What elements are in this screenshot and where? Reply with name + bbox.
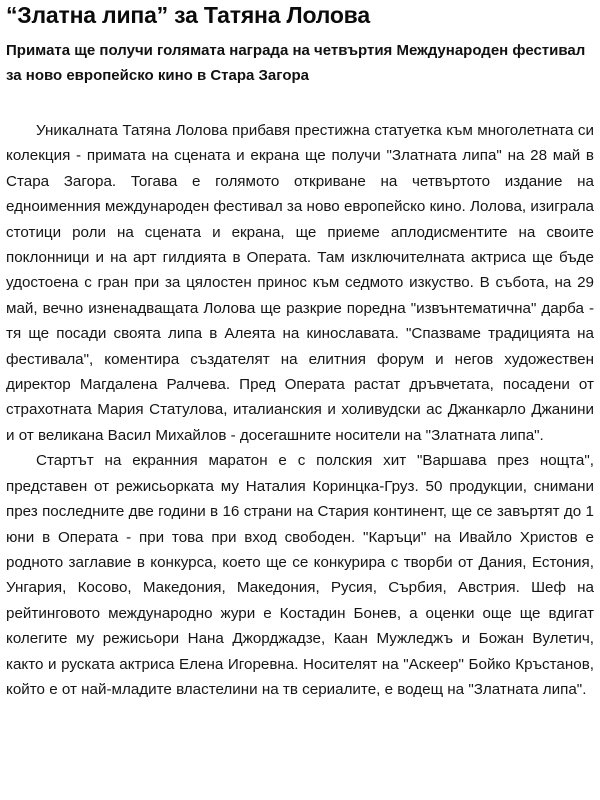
article-paragraph-1: Уникалната Татяна Лолова прибавя престижна статуетка към многолетната си колекция - примата на сцената и екрана ще получи "Златната липа" на 28 май в Стара Загора. Тогава е голямото откриване на четвъртото издание на едноименния международен фестивал за ново европейско кино. Лолова, изиграла стотици роли на сцената и екрана, ще приеме аплодисментите на своите поклонници и на арт гилдията в Операта. Там изключителната актриса ще бъде удостоена с гран при за цялостен принос към седмото изкуство. В събота, на 29 май, вечно изненадващата Лолова ще разкрие поредна "извънтематична" дарба - тя ще посади своята липа в Алеята на кинославата. "Спазваме традицията на фестивала", коментира създателят на елитния форум и негов художествен директор Магдалена Ралчева. Пред Операта растат дръвчетата, посадени от страхотната Мария Статулова, италианския и холивудски ас Джанкарло Джанини и от великана Васил Михайлов - досегашните носители на "Златната липа".	[6, 122, 595, 444]
article-body	[6, 118, 594, 702]
article-subheadline: Примата ще получи голямата награда на четвъртия Международен фестивал за ново европейско кино в Стара Загора	[6, 42, 586, 84]
article-headline: “Златна липа” за Татяна Лолова	[6, 2, 370, 28]
article-paragraph-2: Стартът на екранния маратон е с полския хит "Варшава през нощта", представен от режисьорката му Наталия Коринцка-Груз. 50 продукции, снимани през последните две години в 16 страни на Стария континент, ще се завъртят до 1 юни в Операта - при това при вход свободен. "Каръци" на Ивайло Христов е родното заглавие в конкурса, което ще се конкурира с творби от Дания, Естония, Унгария, Косово, Македония, Македония, Русия, Сърбия, Австрия. Шеф на рейтинговото международно жури е Костадин Бонев, а оценки още ще вдигат колегите му режисьори Нана Джорджадзе, Каан Мужледжъ и Божан Вулетич, както и руската актриса Елена Игоревна. Носителят на "Аскеер" Бойко Кръстанов, който е от най-младите властелини на тв сериалите, е водещ на "Златната липа".	[6, 452, 594, 698]
